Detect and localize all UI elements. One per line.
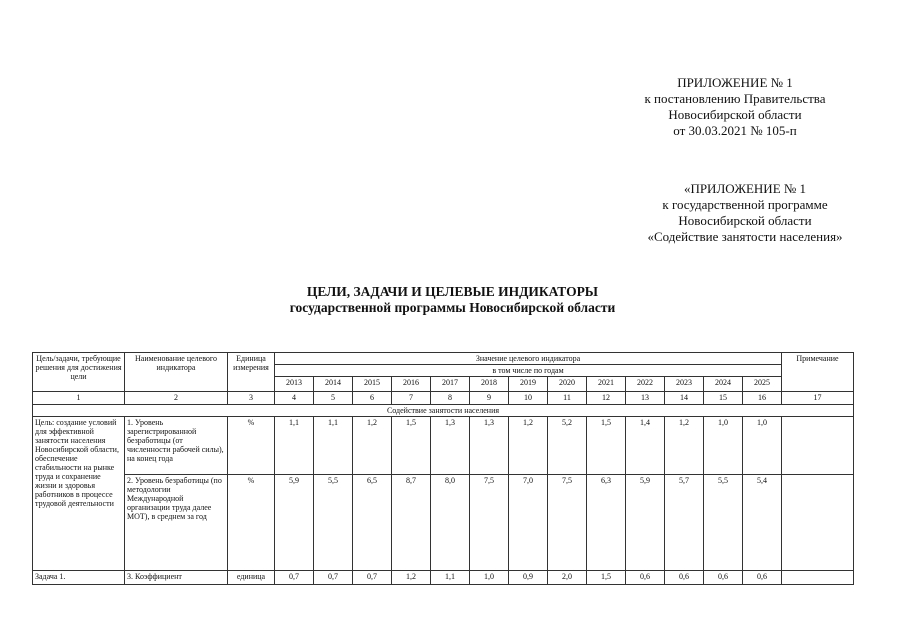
- year-header: 2017: [431, 377, 470, 392]
- year-header: 2015: [353, 377, 392, 392]
- year-header: 2014: [314, 377, 353, 392]
- appendix-2-block: [600, 181, 890, 245]
- note-cell: [782, 571, 854, 585]
- appendix-1-line-1: ПРИЛОЖЕНИЕ № 1: [677, 75, 793, 90]
- value-cell: 0,6: [743, 571, 782, 585]
- value-cell: 1,0: [470, 571, 509, 585]
- appendix-1-block: [600, 75, 870, 139]
- value-cell: 1,0: [704, 417, 743, 475]
- appendix-1-line-2: к постановлению Правительства: [644, 91, 826, 106]
- value-cell: 1,2: [665, 417, 704, 475]
- column-number: 15: [704, 392, 743, 405]
- column-number: 1: [33, 392, 125, 405]
- column-number: 13: [626, 392, 665, 405]
- value-cell: 0,9: [509, 571, 548, 585]
- year-header: 2018: [470, 377, 509, 392]
- goal-cell: Цель: создание условий для эффективной занятости населения Новосибирской области, обеспечение стабильности на рынке труда и сохранение жизни и здоровья работников в процессе трудовой деятельности: [33, 417, 125, 571]
- value-cell: 0,7: [275, 571, 314, 585]
- column-number: 17: [782, 392, 854, 405]
- column-number: 11: [548, 392, 587, 405]
- table-row: [33, 475, 854, 571]
- value-cell: 1,3: [470, 417, 509, 475]
- value-cell: 5,5: [704, 475, 743, 571]
- value-cell: 1,1: [275, 417, 314, 475]
- value-cell: 0,7: [353, 571, 392, 585]
- value-cell: 5,4: [743, 475, 782, 571]
- value-cell: 8,7: [392, 475, 431, 571]
- value-cell: 1,4: [626, 417, 665, 475]
- year-header: 2023: [665, 377, 704, 392]
- value-cell: 5,5: [314, 475, 353, 571]
- unit-cell: %: [228, 417, 275, 475]
- column-number: 7: [392, 392, 431, 405]
- header-row: [33, 353, 854, 365]
- appendix-1-line-3: Новосибирской области: [668, 107, 802, 122]
- appendix-2-line-1: «ПРИЛОЖЕНИЕ № 1: [683, 181, 807, 196]
- section-title: Содействие занятости населения: [33, 405, 854, 417]
- value-cell: 6,3: [587, 475, 626, 571]
- value-cell: 7,5: [470, 475, 509, 571]
- year-header: 2019: [509, 377, 548, 392]
- value-cell: 1,5: [587, 417, 626, 475]
- unit-cell: %: [228, 475, 275, 571]
- column-number: 9: [470, 392, 509, 405]
- header-unit: Единица измерения: [228, 353, 275, 392]
- title-line-2: государственной программы Новосибирской области: [289, 300, 616, 315]
- value-cell: 8,0: [431, 475, 470, 571]
- column-number: 14: [665, 392, 704, 405]
- year-header: 2022: [626, 377, 665, 392]
- table-row: [33, 571, 854, 585]
- appendix-1-line-4: от 30.03.2021 № 105-п: [673, 123, 797, 138]
- note-cell: [782, 475, 854, 571]
- value-cell: 0,6: [626, 571, 665, 585]
- value-cell: 1,2: [509, 417, 548, 475]
- column-number: 10: [509, 392, 548, 405]
- value-cell: 1,1: [314, 417, 353, 475]
- column-number: 4: [275, 392, 314, 405]
- value-cell: 0,6: [665, 571, 704, 585]
- indicator-name: 3. Коэффициент: [125, 571, 228, 585]
- year-header: 2025: [743, 377, 782, 392]
- appendix-2-line-4: «Содействие занятости населения»: [647, 229, 843, 244]
- value-cell: 1,5: [587, 571, 626, 585]
- header-note: Примечание: [782, 353, 854, 392]
- column-number: 6: [353, 392, 392, 405]
- value-cell: 6,5: [353, 475, 392, 571]
- value-cell: 1,3: [431, 417, 470, 475]
- column-number: 12: [587, 392, 626, 405]
- goal-cell: Задача 1.: [33, 571, 125, 585]
- value-cell: 2,0: [548, 571, 587, 585]
- title-line-1: ЦЕЛИ, ЗАДАЧИ И ЦЕЛЕВЫЕ ИНДИКАТОРЫ: [306, 284, 599, 299]
- value-cell: 5,9: [275, 475, 314, 571]
- year-header: 2020: [548, 377, 587, 392]
- value-cell: 7,5: [548, 475, 587, 571]
- header-by-years: в том числе по годам: [275, 365, 782, 377]
- value-cell: 5,2: [548, 417, 587, 475]
- header-value: Значение целевого индикатора: [275, 353, 782, 365]
- note-cell: [782, 417, 854, 475]
- value-cell: 1,0: [743, 417, 782, 475]
- column-number: 8: [431, 392, 470, 405]
- column-number: 5: [314, 392, 353, 405]
- column-number: 3: [228, 392, 275, 405]
- year-header: 2021: [587, 377, 626, 392]
- value-cell: 0,7: [314, 571, 353, 585]
- year-header: 2016: [392, 377, 431, 392]
- year-header: 2024: [704, 377, 743, 392]
- appendix-2-line-2: к государственной программе: [662, 197, 828, 212]
- header-goal: Цель/задачи, требующие решения для достижения цели: [33, 353, 125, 392]
- value-cell: 1,5: [392, 417, 431, 475]
- value-cell: 1,2: [353, 417, 392, 475]
- year-header: 2013: [275, 377, 314, 392]
- column-numbers-row: [33, 392, 854, 405]
- column-number: 16: [743, 392, 782, 405]
- indicator-name: 1. Уровень зарегистрированной безработицы (от численности рабочей силы), на конец года: [125, 417, 228, 475]
- value-cell: 0,6: [704, 571, 743, 585]
- document-title: [0, 284, 905, 316]
- unit-cell: единица: [228, 571, 275, 585]
- header-indicator: Наименование целевого индикатора: [125, 353, 228, 392]
- value-cell: 5,7: [665, 475, 704, 571]
- value-cell: 5,9: [626, 475, 665, 571]
- indicators-table: [32, 352, 854, 585]
- appendix-2-line-3: Новосибирской области: [678, 213, 812, 228]
- indicator-name: 2. Уровень безработицы (по методологии Международной организации труда далее МОТ), в среднем за год: [125, 475, 228, 571]
- section-row: [33, 405, 854, 417]
- value-cell: 7,0: [509, 475, 548, 571]
- table-row: [33, 417, 854, 475]
- value-cell: 1,2: [392, 571, 431, 585]
- value-cell: 1,1: [431, 571, 470, 585]
- column-number: 2: [125, 392, 228, 405]
